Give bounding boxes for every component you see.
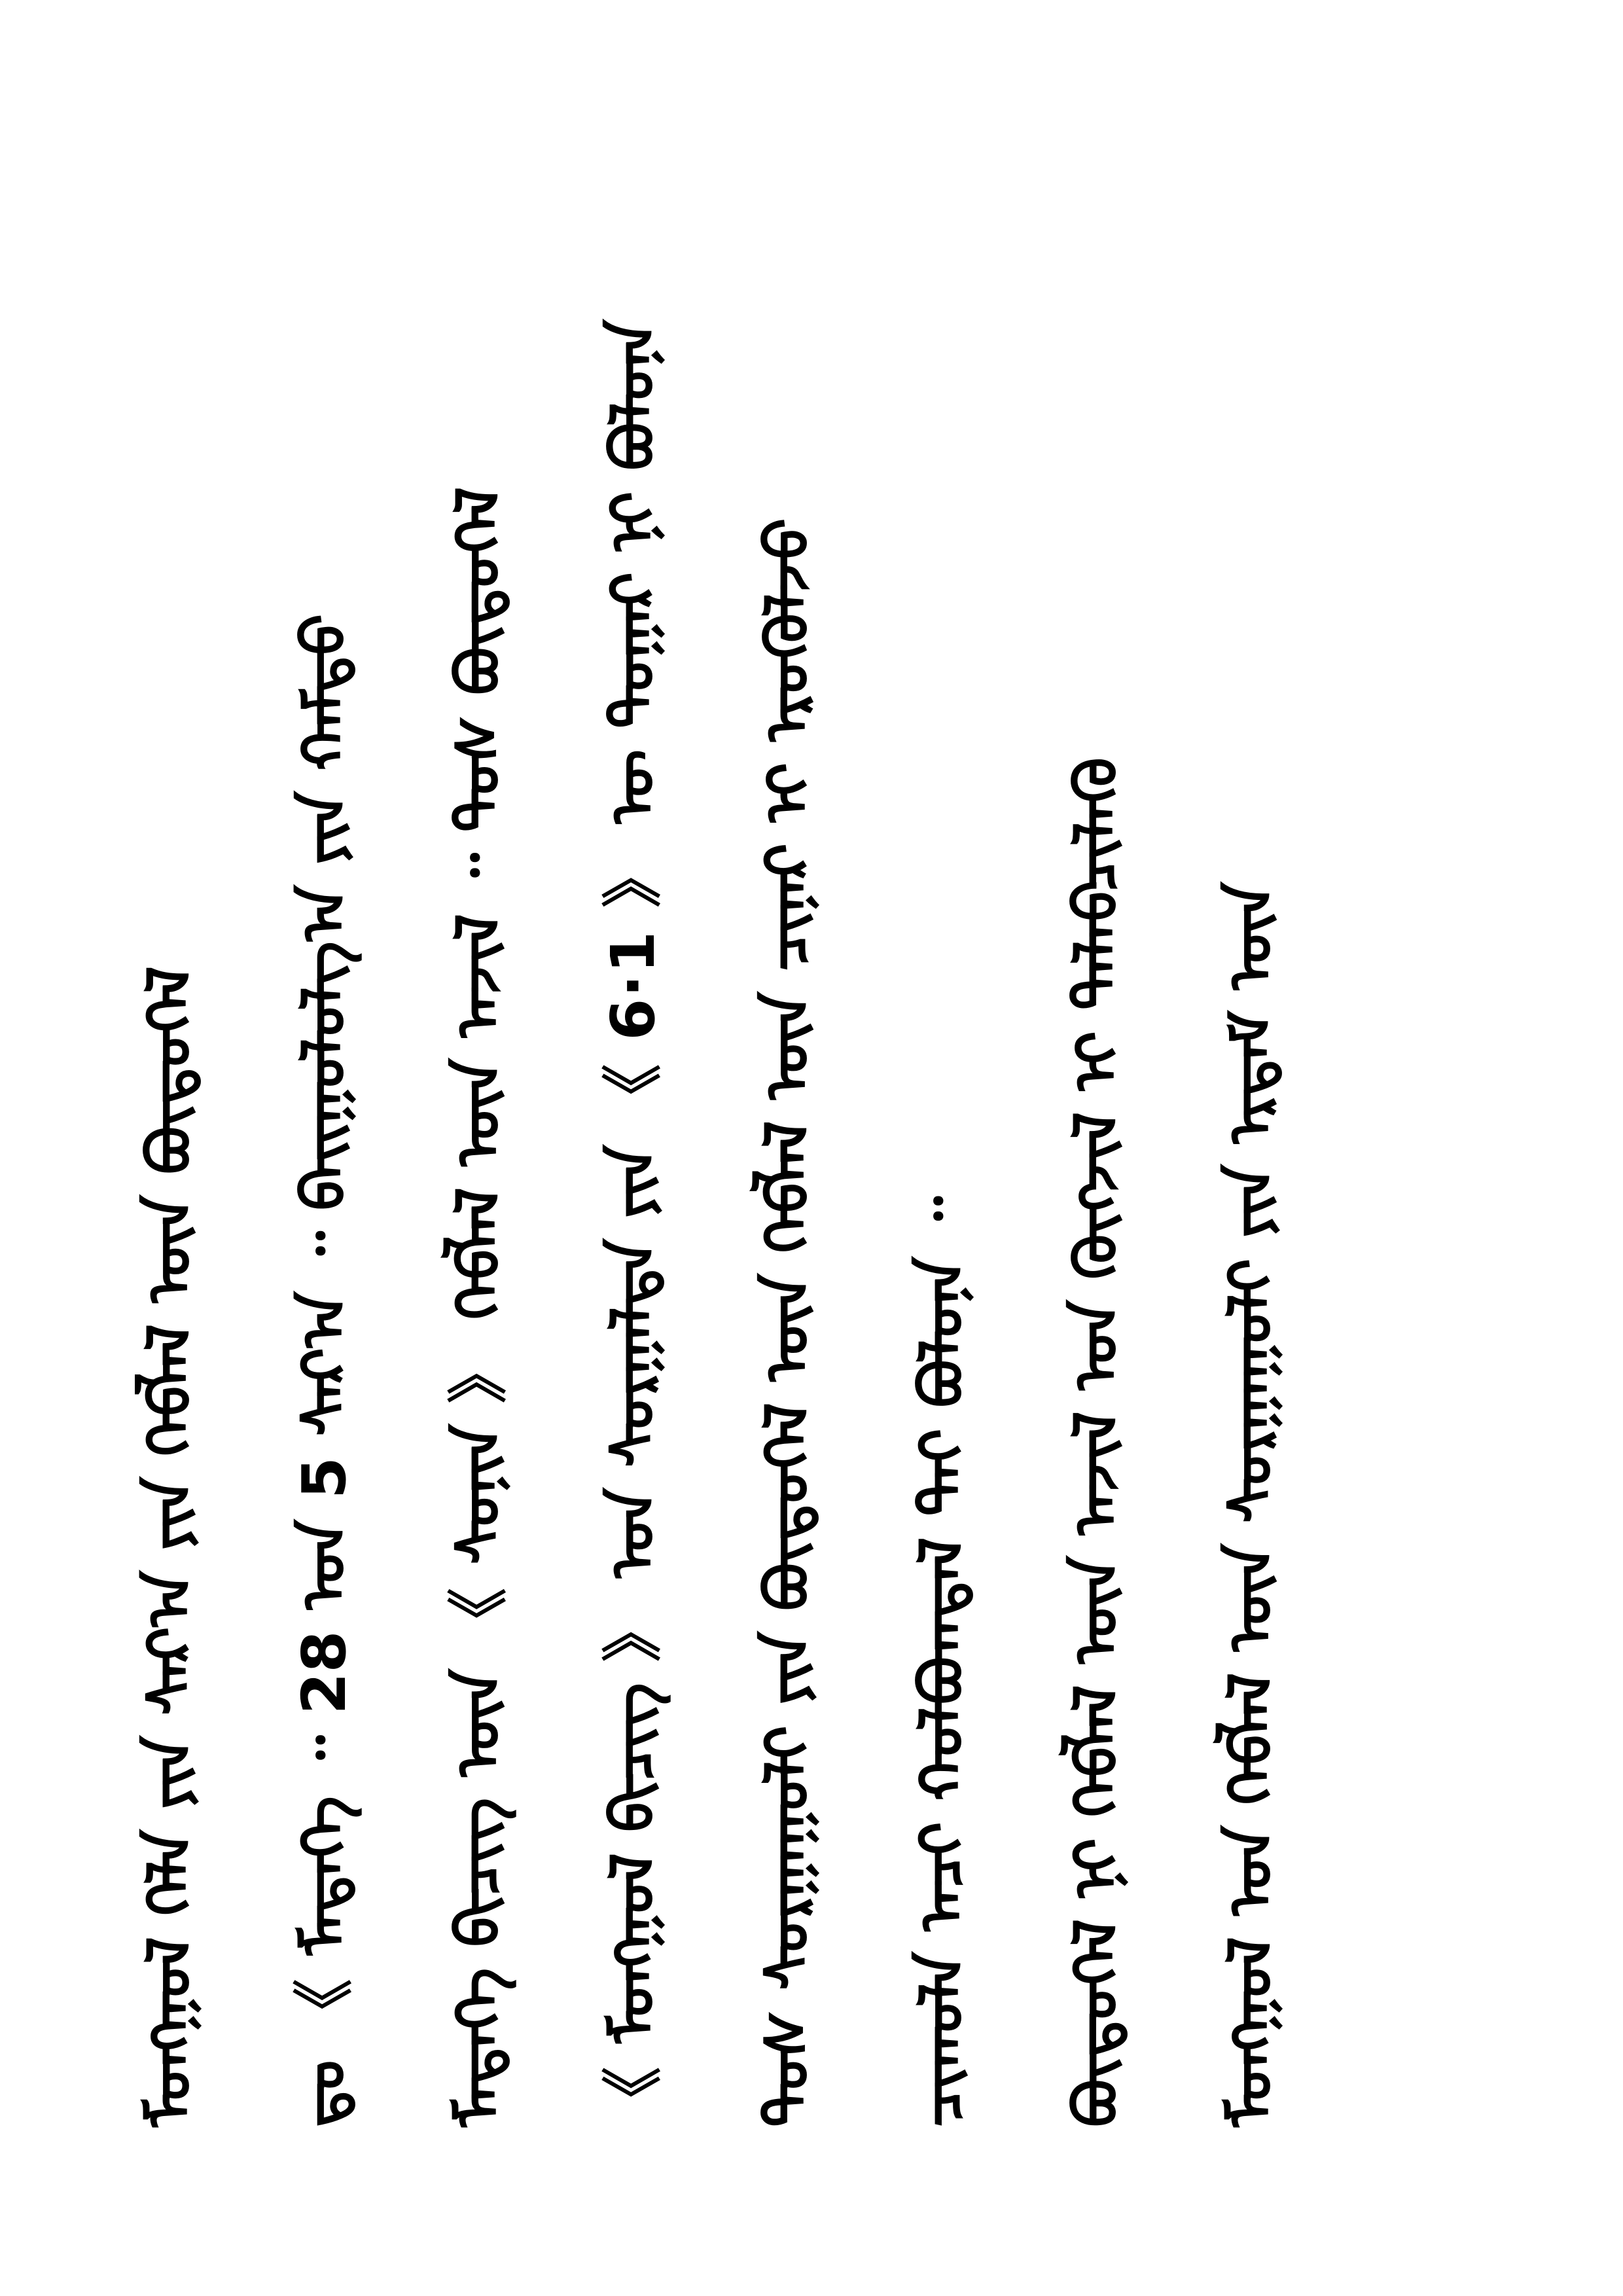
text-line-5: 《 ᠮᠣᠩᠭᠣᠯ ᠪᠢᠴᠢᠭ 》 ᠤᠨ ᠰᠤᠷᠭᠠᠯᠲᠠ ᠶᠢᠨ 《 6·1 》 ᠦ ᠳᠤᠭᠠᠷ ᠨᠢ ᠪᠣᠯᠤᠨᠠ [598, 319, 668, 2127]
text-line-6: ᠮᠡᠳᠡᠭᠡ ᠪᠢᠴᠢᠭ ᠦᠨ 《 ᠰᠣᠨᠢᠨ 》 ᠬᠡᠪᠯᠡᠯ ᠦᠨ ᠠᠵᠢᠯ ᠃ ᠲᠤᠰ ᠪᠦᠲᠦᠭᠡᠯ [444, 486, 514, 2127]
text-line-4: ᠲᠤᠰ ᠰᠤᠷᠭᠠᠭᠤᠯᠢ ᠶᠢᠨ ᠪᠦᠲᠦᠭᠡᠯ ᠦᠨ ᠬᠡᠪᠯᠡᠯ ᠦᠨ ᠴᠢᠨᠠᠷ ᠢ ᠡᠷᠦᠭᠦᠯᠵᠦ [753, 518, 823, 2127]
text-line-1: ᠮᠣᠩᠭᠣᠯ ᠤᠨ ᠬᠡᠪᠯᠡᠯ ᠦᠨ ᠰᠤᠷᠭᠠᠭᠤᠯᠢ ᠶᠢᠨ ᠡᠷᠳᠡᠮ ᠦᠨ [1216, 882, 1286, 2127]
text-line-2: ᠪᠦᠲᠦᠭᠡᠯ ᠨᠢ ᠬᠡᠪᠯᠡᠯ ᠦᠨ ᠠᠵᠢᠯ ᠤᠨ ᠬᠥᠭᠵᠢᠯ ᠢ ᠲᠡᠯᠡᠪᠴᠢᠯᠡᠬᠦ [1061, 757, 1132, 2127]
text-line-7: ᠳᠤ 《 ᠮᠡᠳᠡᠭᠡ ᠃ 28 ᠤᠨ 5 ᠰᠠᠷ᠎ᠠ ᠃ ᠪᠠᠢᠭᠤᠯᠤᠯᠭ᠎ᠠ ᠶᠢᠨ ᠬᠠᠮᠲᠤ [289, 613, 359, 2127]
text-line-3: ᠴᠢᠬᠤᠯᠠ ᠠᠴᠢ ᠬᠣᠯᠪᠣᠭᠳᠠᠯ ᠲᠠᠢ ᠪᠣᠯᠤᠨᠠ ᠃ [907, 1196, 977, 2127]
text-line-8: ᠮᠣᠩᠭᠣᠯ ᠬᠡᠯᠡ ᠶᠢᠨ ᠰᠠᠷ᠎ᠠ ᠶᠢᠨ ᠬᠡᠪᠯᠡᠯ ᠦᠨ ᠪᠦᠲᠦᠭᠡᠯ [135, 966, 205, 2127]
mongolian-text-body [135, 164, 1329, 2127]
